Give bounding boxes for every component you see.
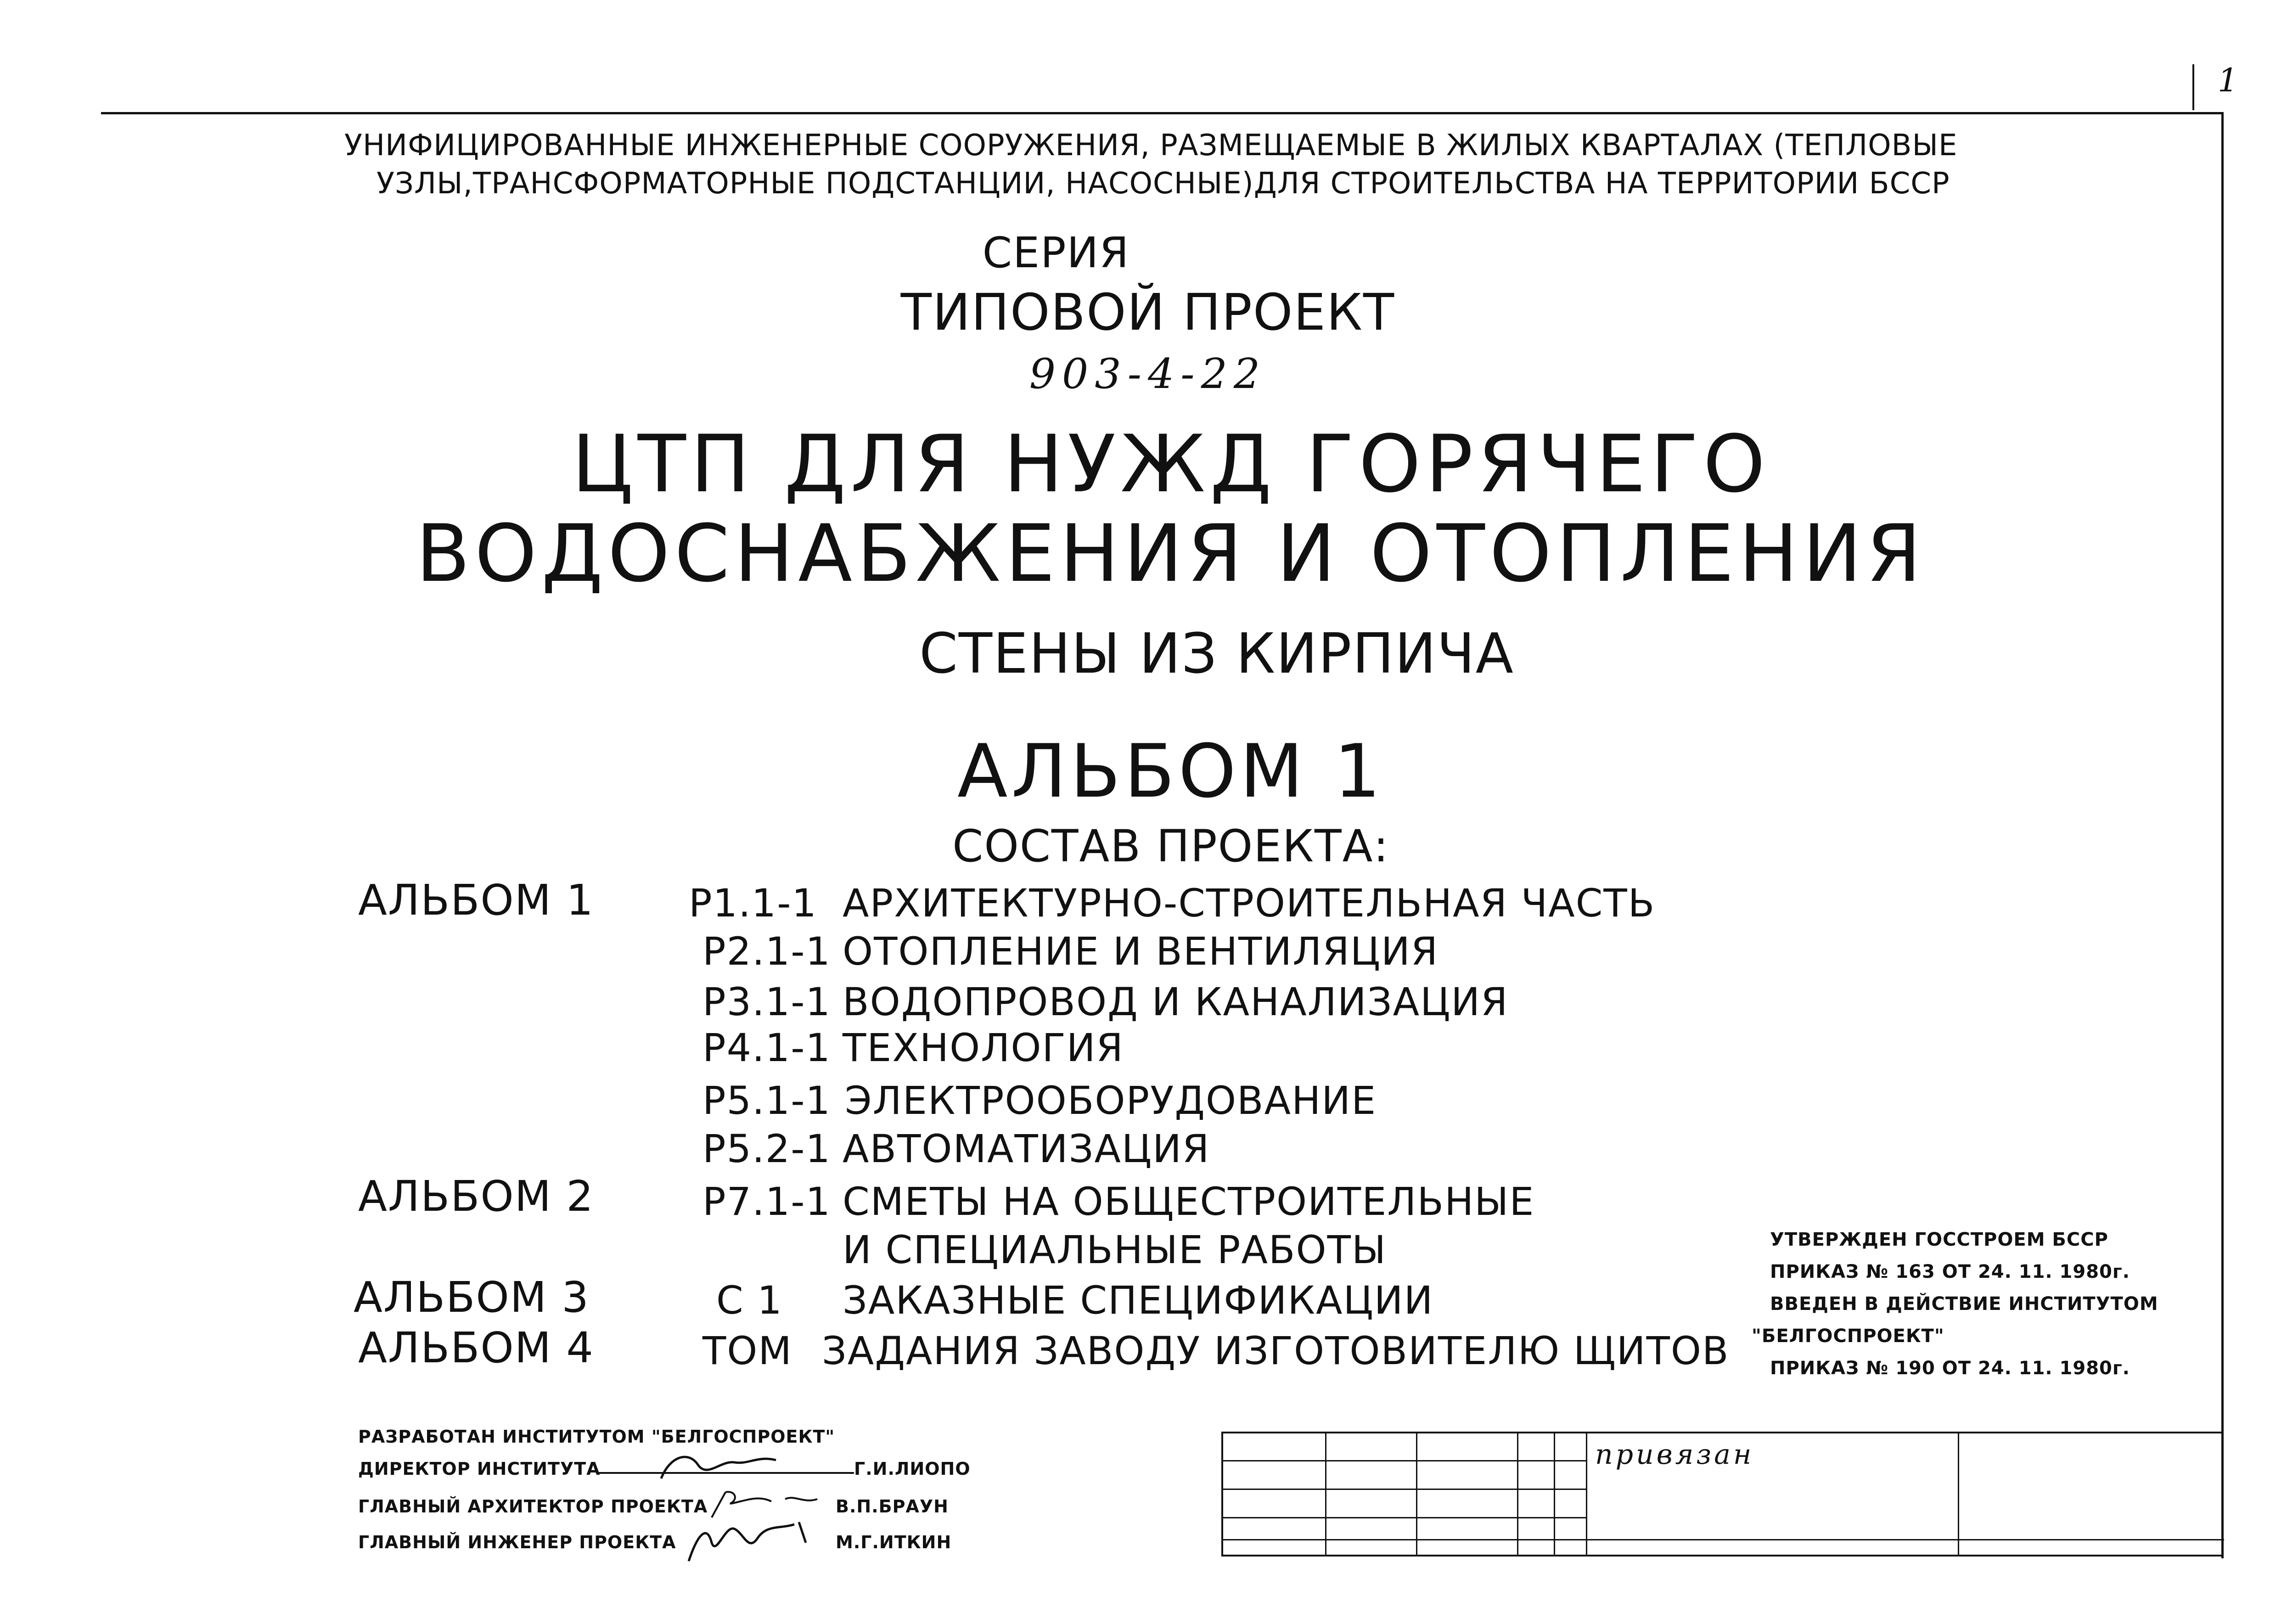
album-title: АЛЬБОМ 1 bbox=[957, 728, 1384, 814]
section-name: ЗАДАНИЯ ЗАВОДУ ИЗГОТОВИТЕЛЮ ЩИТОВ bbox=[822, 1328, 1730, 1373]
signature-mark bbox=[597, 1446, 854, 1488]
stamp-row-divider bbox=[1223, 1517, 1586, 1518]
album-label: АЛЬБОМ 3 bbox=[354, 1273, 590, 1322]
album-label: АЛЬБОМ 2 bbox=[358, 1172, 594, 1221]
stamp-col-divider bbox=[1586, 1433, 1587, 1557]
header-line-1: УНИФИЦИРОВАННЫЕ ИНЖЕНЕРНЫЕ СООРУЖЕНИЯ, РАЗМЕЩАЕМЫЕ В ЖИЛЫХ КВАРТАЛАХ (ТЕПЛОВЫЕ bbox=[344, 129, 1958, 163]
album-label: АЛЬБОМ 1 bbox=[358, 876, 594, 925]
sheet-number: 1 bbox=[2218, 62, 2239, 99]
section-name: СМЕТЫ НА ОБЩЕСТРОИТЕЛЬНЫЕ bbox=[843, 1179, 1535, 1224]
approval-line: ВВЕДЕН В ДЕЙСТВИЕ ИНСТИТУТОМ bbox=[1770, 1293, 2158, 1315]
section-name: ЗАКАЗНЫЕ СПЕЦИФИКАЦИИ bbox=[843, 1278, 1434, 1323]
signatory-name: В.П.БРАУН bbox=[836, 1496, 949, 1517]
section-name: АВТОМАТИЗАЦИЯ bbox=[843, 1126, 1210, 1171]
section-code: Р1.1-1 bbox=[689, 881, 817, 926]
signatory-role: ГЛАВНЫЙ ИНЖЕНЕР ПРОЕКТА bbox=[358, 1532, 676, 1552]
approval-line: ПРИКАЗ № 163 ОТ 24. 11. 1980г. bbox=[1770, 1261, 2130, 1282]
top-border-line bbox=[101, 112, 2222, 114]
approval-line: УТВЕРЖДЕН ГОССТРОЕМ БССР bbox=[1770, 1229, 2108, 1250]
section-code: Р3.1-1 bbox=[702, 979, 831, 1024]
title-line-2: ВОДОСНАБЖЕНИЯ И ОТОПЛЕНИЯ bbox=[416, 507, 1926, 600]
stamp-text: привязан bbox=[1595, 1439, 1754, 1471]
subtitle: СТЕНЫ ИЗ КИРПИЧА bbox=[919, 622, 1514, 686]
section-name: И СПЕЦИАЛЬНЫЕ РАБОТЫ bbox=[843, 1227, 1387, 1272]
corner-tick bbox=[2192, 64, 2194, 110]
section-code: Р5.2-1 bbox=[702, 1126, 831, 1171]
album-label: АЛЬБОМ 4 bbox=[358, 1323, 594, 1372]
section-name: ОТОПЛЕНИЕ И ВЕНТИЛЯЦИЯ bbox=[843, 929, 1439, 974]
header-line-2: УЗЛЫ,ТРАНСФОРМАТОРНЫЕ ПОДСТАНЦИИ, НАСОСНЫЕ)ДЛЯ СТРОИТЕЛЬСТВА НА ТЕРРИТОРИИ БССР bbox=[376, 167, 1950, 201]
section-name: ЭЛЕКТРООБОРУДОВАНИЕ bbox=[845, 1078, 1377, 1123]
signatory-name: Г.И.ЛИОПО bbox=[854, 1459, 971, 1479]
approval-line: "БЕЛГОСПРОЕКТ" bbox=[1752, 1326, 1944, 1347]
section-name: ТЕХНОЛОГИЯ bbox=[843, 1025, 1124, 1070]
stamp-col-divider bbox=[1554, 1433, 1555, 1557]
project-number: 903-4-22 bbox=[1029, 350, 1267, 398]
section-code: Р2.1-1 bbox=[702, 929, 831, 974]
section-name: АРХИТЕКТУРНО-СТРОИТЕЛЬНАЯ ЧАСТЬ bbox=[843, 881, 1656, 926]
developer-line: РАЗРАБОТАН ИНСТИТУТОМ "БЕЛГОСПРОЕКТ" bbox=[358, 1427, 835, 1447]
stamp-table bbox=[1221, 1432, 2222, 1557]
section-code: Р5.1-1 bbox=[702, 1078, 831, 1123]
section-code: Р7.1-1 bbox=[702, 1179, 831, 1224]
signatory-role: ДИРЕКТОР ИНСТИТУТА bbox=[358, 1459, 601, 1479]
section-code: Р4.1-1 bbox=[702, 1025, 831, 1070]
stamp-row-divider bbox=[1223, 1489, 1586, 1490]
stamp-col-divider bbox=[1325, 1433, 1326, 1557]
signature-mark bbox=[680, 1515, 826, 1566]
stamp-col-divider bbox=[1517, 1433, 1518, 1557]
right-border-line bbox=[2221, 112, 2224, 1558]
series-label: СЕРИЯ bbox=[982, 228, 1130, 277]
stamp-row-divider bbox=[1223, 1539, 2224, 1540]
project-label: ТИПОВОЙ ПРОЕКТ bbox=[900, 283, 1395, 342]
stamp-row-divider bbox=[1223, 1460, 1586, 1461]
approval-line: ПРИКАЗ № 190 ОТ 24. 11. 1980г. bbox=[1770, 1358, 2130, 1379]
composition-heading: СОСТАВ ПРОЕКТА: bbox=[952, 820, 1389, 872]
title-line-1: ЦТП ДЛЯ НУЖД ГОРЯЧЕГО bbox=[572, 418, 1770, 510]
section-code: ТОМ bbox=[702, 1328, 792, 1373]
section-name: ВОДОПРОВОД И КАНАЛИЗАЦИЯ bbox=[843, 979, 1509, 1024]
stamp-col-divider bbox=[1416, 1433, 1417, 1557]
signatory-name: М.Г.ИТКИН bbox=[836, 1532, 952, 1552]
stamp-col-divider bbox=[1958, 1433, 1959, 1557]
signatory-role: ГЛАВНЫЙ АРХИТЕКТОР ПРОЕКТА bbox=[358, 1496, 708, 1517]
section-code: С 1 bbox=[716, 1278, 783, 1323]
